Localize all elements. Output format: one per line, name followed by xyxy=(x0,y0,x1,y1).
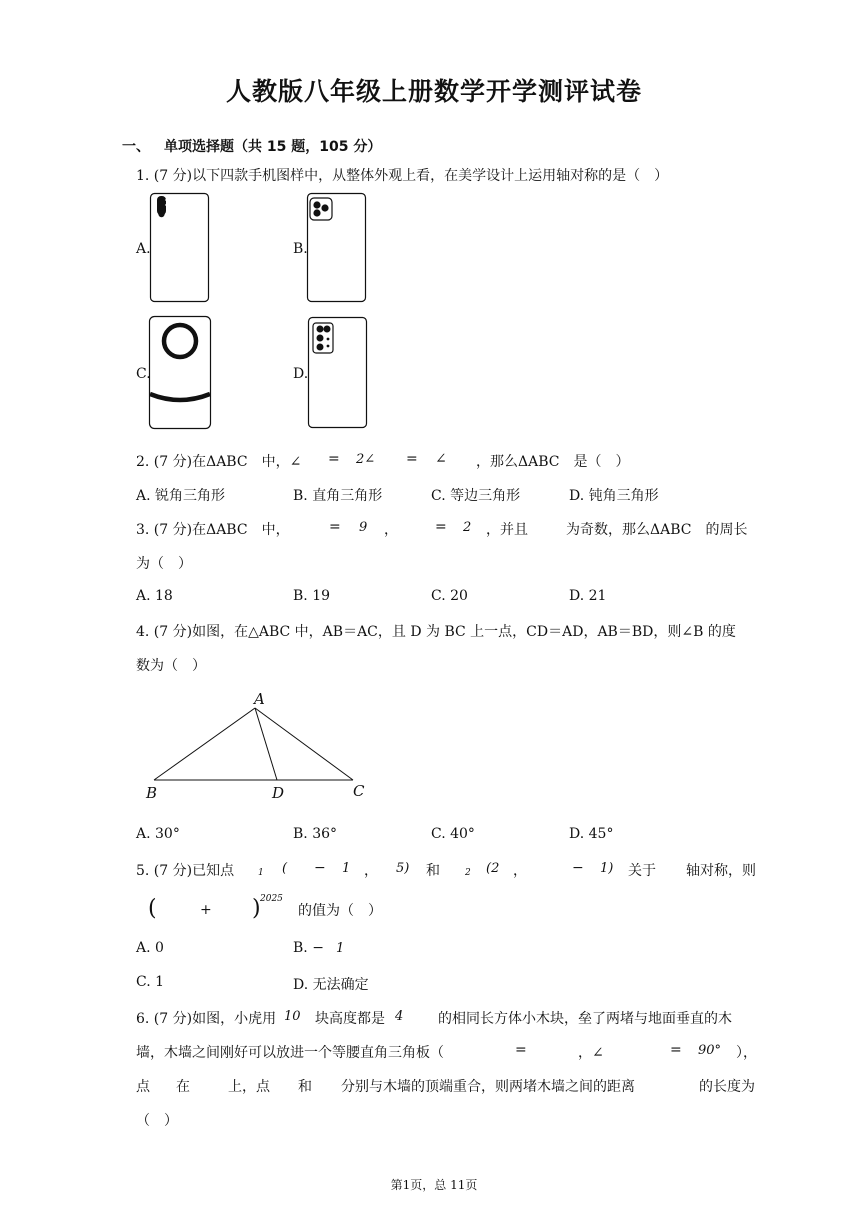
q5-option-b: B. − xyxy=(293,940,324,956)
q5-one-b: 1) xyxy=(600,861,614,876)
q3-option-d: D. 21 xyxy=(569,588,607,604)
q3-option-b: B. 19 xyxy=(293,588,331,604)
q1-option-d-label: D. xyxy=(293,366,309,382)
q6-line3-part3: 上，点 xyxy=(228,1079,270,1095)
q5-plus: + xyxy=(200,902,212,918)
q4-option-a: A. 30° xyxy=(136,826,180,842)
question-3-stem-a: 3. (7 分)在ΔABC 中， xyxy=(136,522,290,538)
figure-label-a: A xyxy=(254,690,265,708)
q6-angle: ，∠ xyxy=(578,1045,604,1061)
q6-line4: （ ） xyxy=(136,1113,178,1129)
page-title: 人教版八年级上册数学开学测评试卷 xyxy=(225,77,642,106)
section-title: 单项选择题（共 15 题，105 分） xyxy=(164,139,382,155)
q3-comma: ， xyxy=(384,522,398,538)
q2-option-a: A. 锐角三角形 xyxy=(136,488,226,504)
q5-option-a: A. 0 xyxy=(136,940,164,956)
q6-equals-2: = xyxy=(670,1042,682,1058)
q5-minus-2: − xyxy=(572,860,584,876)
question-6-stem-a: 6. (7 分)如图，小虎用 xyxy=(136,1011,277,1027)
q5-paren-1: ( xyxy=(282,861,288,876)
q3-option-a: A. 18 xyxy=(136,588,173,604)
q4-option-d: D. 45° xyxy=(569,826,614,842)
q2-angle-symbol: ∠ xyxy=(435,451,447,467)
question-2-stem-b: ，那么ΔABC 是（ ） xyxy=(476,454,630,470)
question-6-line2: 墙，木墙之间刚好可以放进一个等腰直角三角板（ xyxy=(136,1045,444,1061)
question-3-stem-b: ，并且 xyxy=(486,522,528,538)
q5-option-c: C. 1 xyxy=(136,974,165,990)
q3-equals-1: = xyxy=(329,519,341,535)
q4-option-c: C. 40° xyxy=(431,826,475,842)
q6-line3-part6: 的长度为 xyxy=(699,1079,755,1095)
question-3-stem-d: 为（ ） xyxy=(136,556,192,572)
q2-option-b: B. 直角三角形 xyxy=(293,488,383,504)
q6-line3-part4: 和 xyxy=(298,1079,312,1095)
question-6-stem-c: 的相同长方体小木块，垒了两堵与地面垂直的木 xyxy=(438,1011,732,1027)
question-4-stem-b: 数为（ ） xyxy=(136,658,206,674)
question-5-stem-c: 的值为（ ） xyxy=(298,903,382,919)
q3-value-9: 9 xyxy=(359,520,368,535)
q5-option-b-value: 1 xyxy=(336,941,345,956)
q2-equals-1: = xyxy=(328,451,340,467)
q1-option-b-label: B. xyxy=(293,241,308,257)
phone-a-drawing xyxy=(150,193,210,303)
q6-line3-part5: 分别与木墙的顶端重合，则两堵木墙之间的距离 xyxy=(341,1079,635,1095)
q5-and: 和 xyxy=(426,863,440,879)
question-3-stem-c: 为奇数，那么ΔABC 的周长 xyxy=(566,522,748,538)
question-5-stem-b: 轴对称，则 xyxy=(686,863,756,879)
question-1-stem: 1. (7 分)以下四款手机图样中，从整体外观上看，在美学设计上运用轴对称的是（ ） xyxy=(136,168,669,184)
q2-option-c: C. 等边三角形 xyxy=(431,488,521,504)
q3-value-2: 2 xyxy=(463,520,472,535)
q5-subscript-2: 2 xyxy=(465,868,471,878)
q6-line3-part2: 在 xyxy=(176,1079,190,1095)
page-footer: 第1页，总 11页 xyxy=(390,1178,478,1192)
q3-option-c: C. 20 xyxy=(431,588,468,604)
q5-comma-2: ， xyxy=(513,863,527,879)
q2-two-angle: 2∠ xyxy=(356,452,376,467)
q1-option-c-label: C. xyxy=(136,366,151,382)
q5-left-paren: ( xyxy=(148,896,157,921)
figure-label-b: B xyxy=(146,784,158,802)
figure-label-c: C xyxy=(353,782,365,800)
q5-option-d: D. 无法确定 xyxy=(293,977,369,993)
figure-label-d: D xyxy=(272,784,285,802)
q1-option-a-label: A. xyxy=(136,241,151,257)
q5-five: 5) xyxy=(396,861,410,876)
q4-option-b: B. 36° xyxy=(293,826,338,842)
phone-d-drawing xyxy=(308,317,368,429)
q6-close-paren: ）， xyxy=(736,1045,757,1061)
q6-line3-part1: 点 xyxy=(136,1079,150,1095)
phone-b-drawing xyxy=(307,193,367,303)
q6-value-4: 4 xyxy=(395,1009,404,1024)
q6-value-10: 10 xyxy=(284,1009,301,1024)
q6-degree: 90° xyxy=(698,1043,722,1058)
question-2-stem-a: 2. (7 分)在ΔABC 中，∠ xyxy=(136,454,302,470)
q5-comma-1: ， xyxy=(364,863,378,879)
q5-paren-2: (2 xyxy=(486,861,500,876)
q6-equals-1: = xyxy=(515,1042,527,1058)
q5-one: 1 xyxy=(342,861,351,876)
question-5-stem-a: 5. (7 分)已知点 xyxy=(136,863,235,879)
q5-right-paren: ) xyxy=(252,896,261,921)
q5-exponent: 2025 xyxy=(260,894,283,904)
q2-equals-2: = xyxy=(406,451,418,467)
question-4-stem-a: 4. (7 分)如图，在△ABC 中，AB＝AC，且 D 为 BC 上一点，CD＝AD，AB＝BD，则∠B 的度 xyxy=(136,624,736,640)
q5-minus-1: − xyxy=(314,860,326,876)
q3-equals-2: = xyxy=(435,519,447,535)
phone-c-drawing xyxy=(149,316,212,430)
section-number: 一、 xyxy=(122,139,150,155)
q5-about: 关于 xyxy=(628,863,656,879)
q5-subscript-1: 1 xyxy=(258,868,264,878)
question-6-stem-b: 块高度都是 xyxy=(315,1011,385,1027)
q2-option-d: D. 钝角三角形 xyxy=(569,488,659,504)
